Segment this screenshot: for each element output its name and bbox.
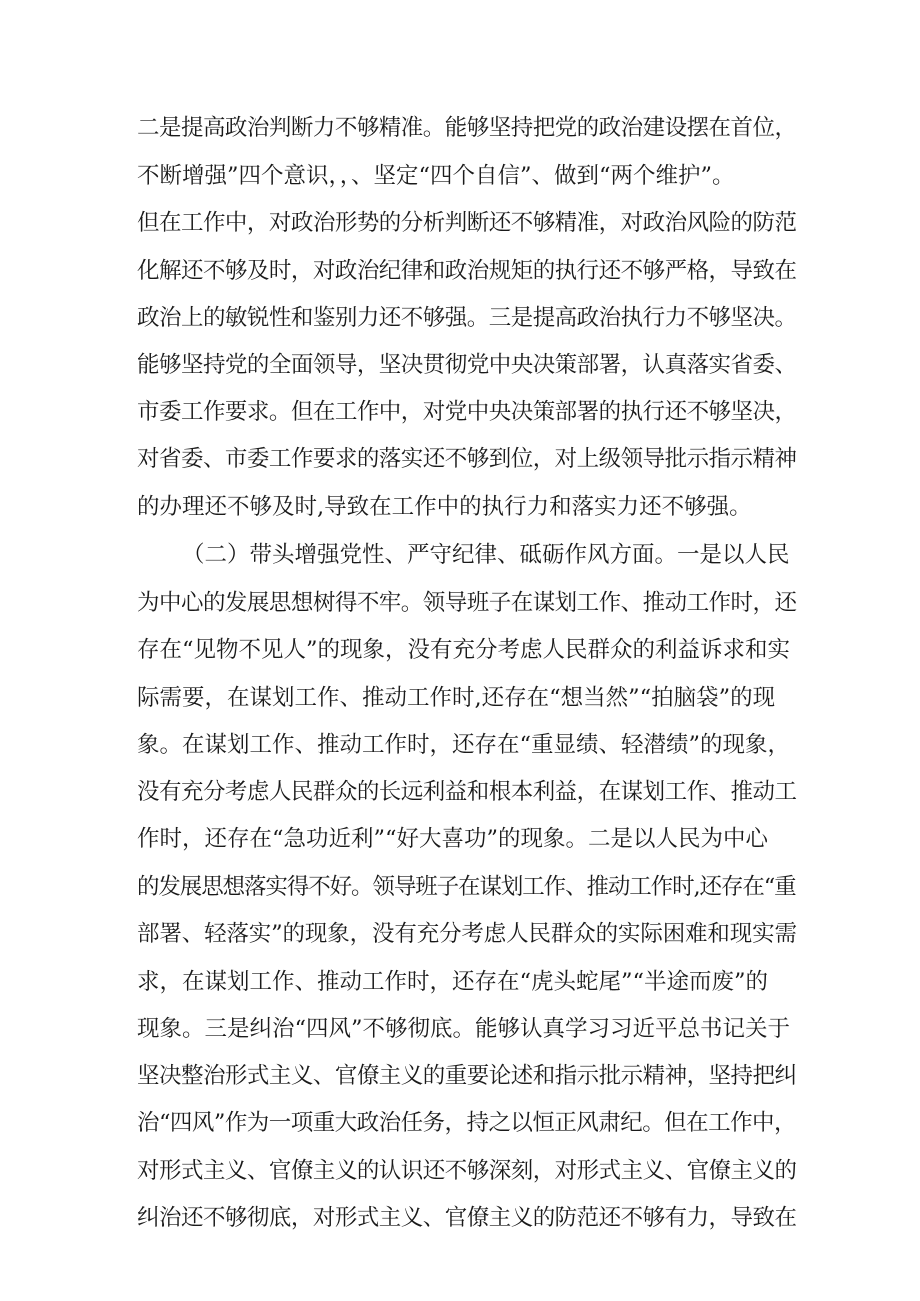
text-line: 对省委、市委工作要求的落实还不够到位，对上级领导批示指示精神 — [137, 446, 797, 472]
text-line: 现象。三是纠治“四风”不够彻底。能够认真学习习近平总书记关于 — [137, 1016, 791, 1042]
text-line: 不断增强”四个意识，，、坚定“四个自信”、做到“两个维护”。 — [137, 163, 735, 189]
text-line: 二是提高政治判断力不够精准。能够坚持把党的政治建设摆在首位， — [137, 115, 797, 141]
text-line: 市委工作要求。但在工作中，对党中央决策部署的执行还不够坚决， — [137, 399, 797, 425]
text-line: 政治上的敏锐性和鉴别力还不够强。三是提高政治执行力不够坚决。 — [137, 305, 797, 331]
text-line: 求，在谋划工作、推动工作时，还存在“虎头蛇尾”“半途而废”的 — [137, 969, 769, 995]
text-line: 的发展思想落实得不好。领导班子在谋划工作、推动工作时,还存在“重 — [137, 874, 796, 900]
text-line: 没有充分考虑人民群众的长远利益和根本利益，在谋划工作、推动工 — [137, 779, 797, 805]
text-line: 治“四风”作为一项重大政治任务，持之以恒正风肃纪。但在工作中， — [137, 1110, 796, 1136]
text-line: 能够坚持党的全面领导，坚决贯彻党中央决策部署，认真落实省委、 — [137, 352, 797, 378]
text-line: 部署、轻落实”的现象，没有充分考虑人民群众的实际困难和现实需 — [137, 921, 797, 947]
text-line: 化解还不够及时，对政治纪律和政治规矩的执行还不够严格，导致在 — [137, 258, 797, 284]
text-line: 存在“见物不见人”的现象，没有充分考虑人民群众的利益诉求和实 — [137, 637, 791, 663]
text-line: 纠治还不够彻底，对形式主义、官僚主义的防范还不够有力，导致在 — [137, 1205, 797, 1231]
text-line: 际需要，在谋划工作、推动工作时,还存在“想当然”“拍脑袋”的现 — [137, 685, 776, 711]
text-line: 象。在谋划工作、推动工作时，还存在“重显绩、轻潜绩”的现象， — [137, 732, 791, 758]
text-line: （二）带头增强党性、严守纪律、砥砺作风方面。一是以人民 — [182, 542, 790, 568]
text-line: 坚决整治形式主义、官僚主义的重要论述和指示批示精神，坚持把纠 — [137, 1063, 797, 1089]
text-line: 对形式主义、官僚主义的认识还不够深刻，对形式主义、官僚主义的 — [137, 1158, 797, 1184]
text-line: 的办理还不够及时,导致在工作中的执行力和落实力还不够强。 — [137, 494, 752, 520]
text-line: 但在工作中，对政治形势的分析判断还不够精准，对政治风险的防范 — [137, 210, 797, 236]
text-line: 作时，还存在“急功近利”“好大喜功”的现象。二是以人民为中心 — [137, 826, 769, 852]
text-line: 为中心的发展思想树得不牢。领导班子在谋划工作、推动工作时，还 — [137, 590, 797, 616]
